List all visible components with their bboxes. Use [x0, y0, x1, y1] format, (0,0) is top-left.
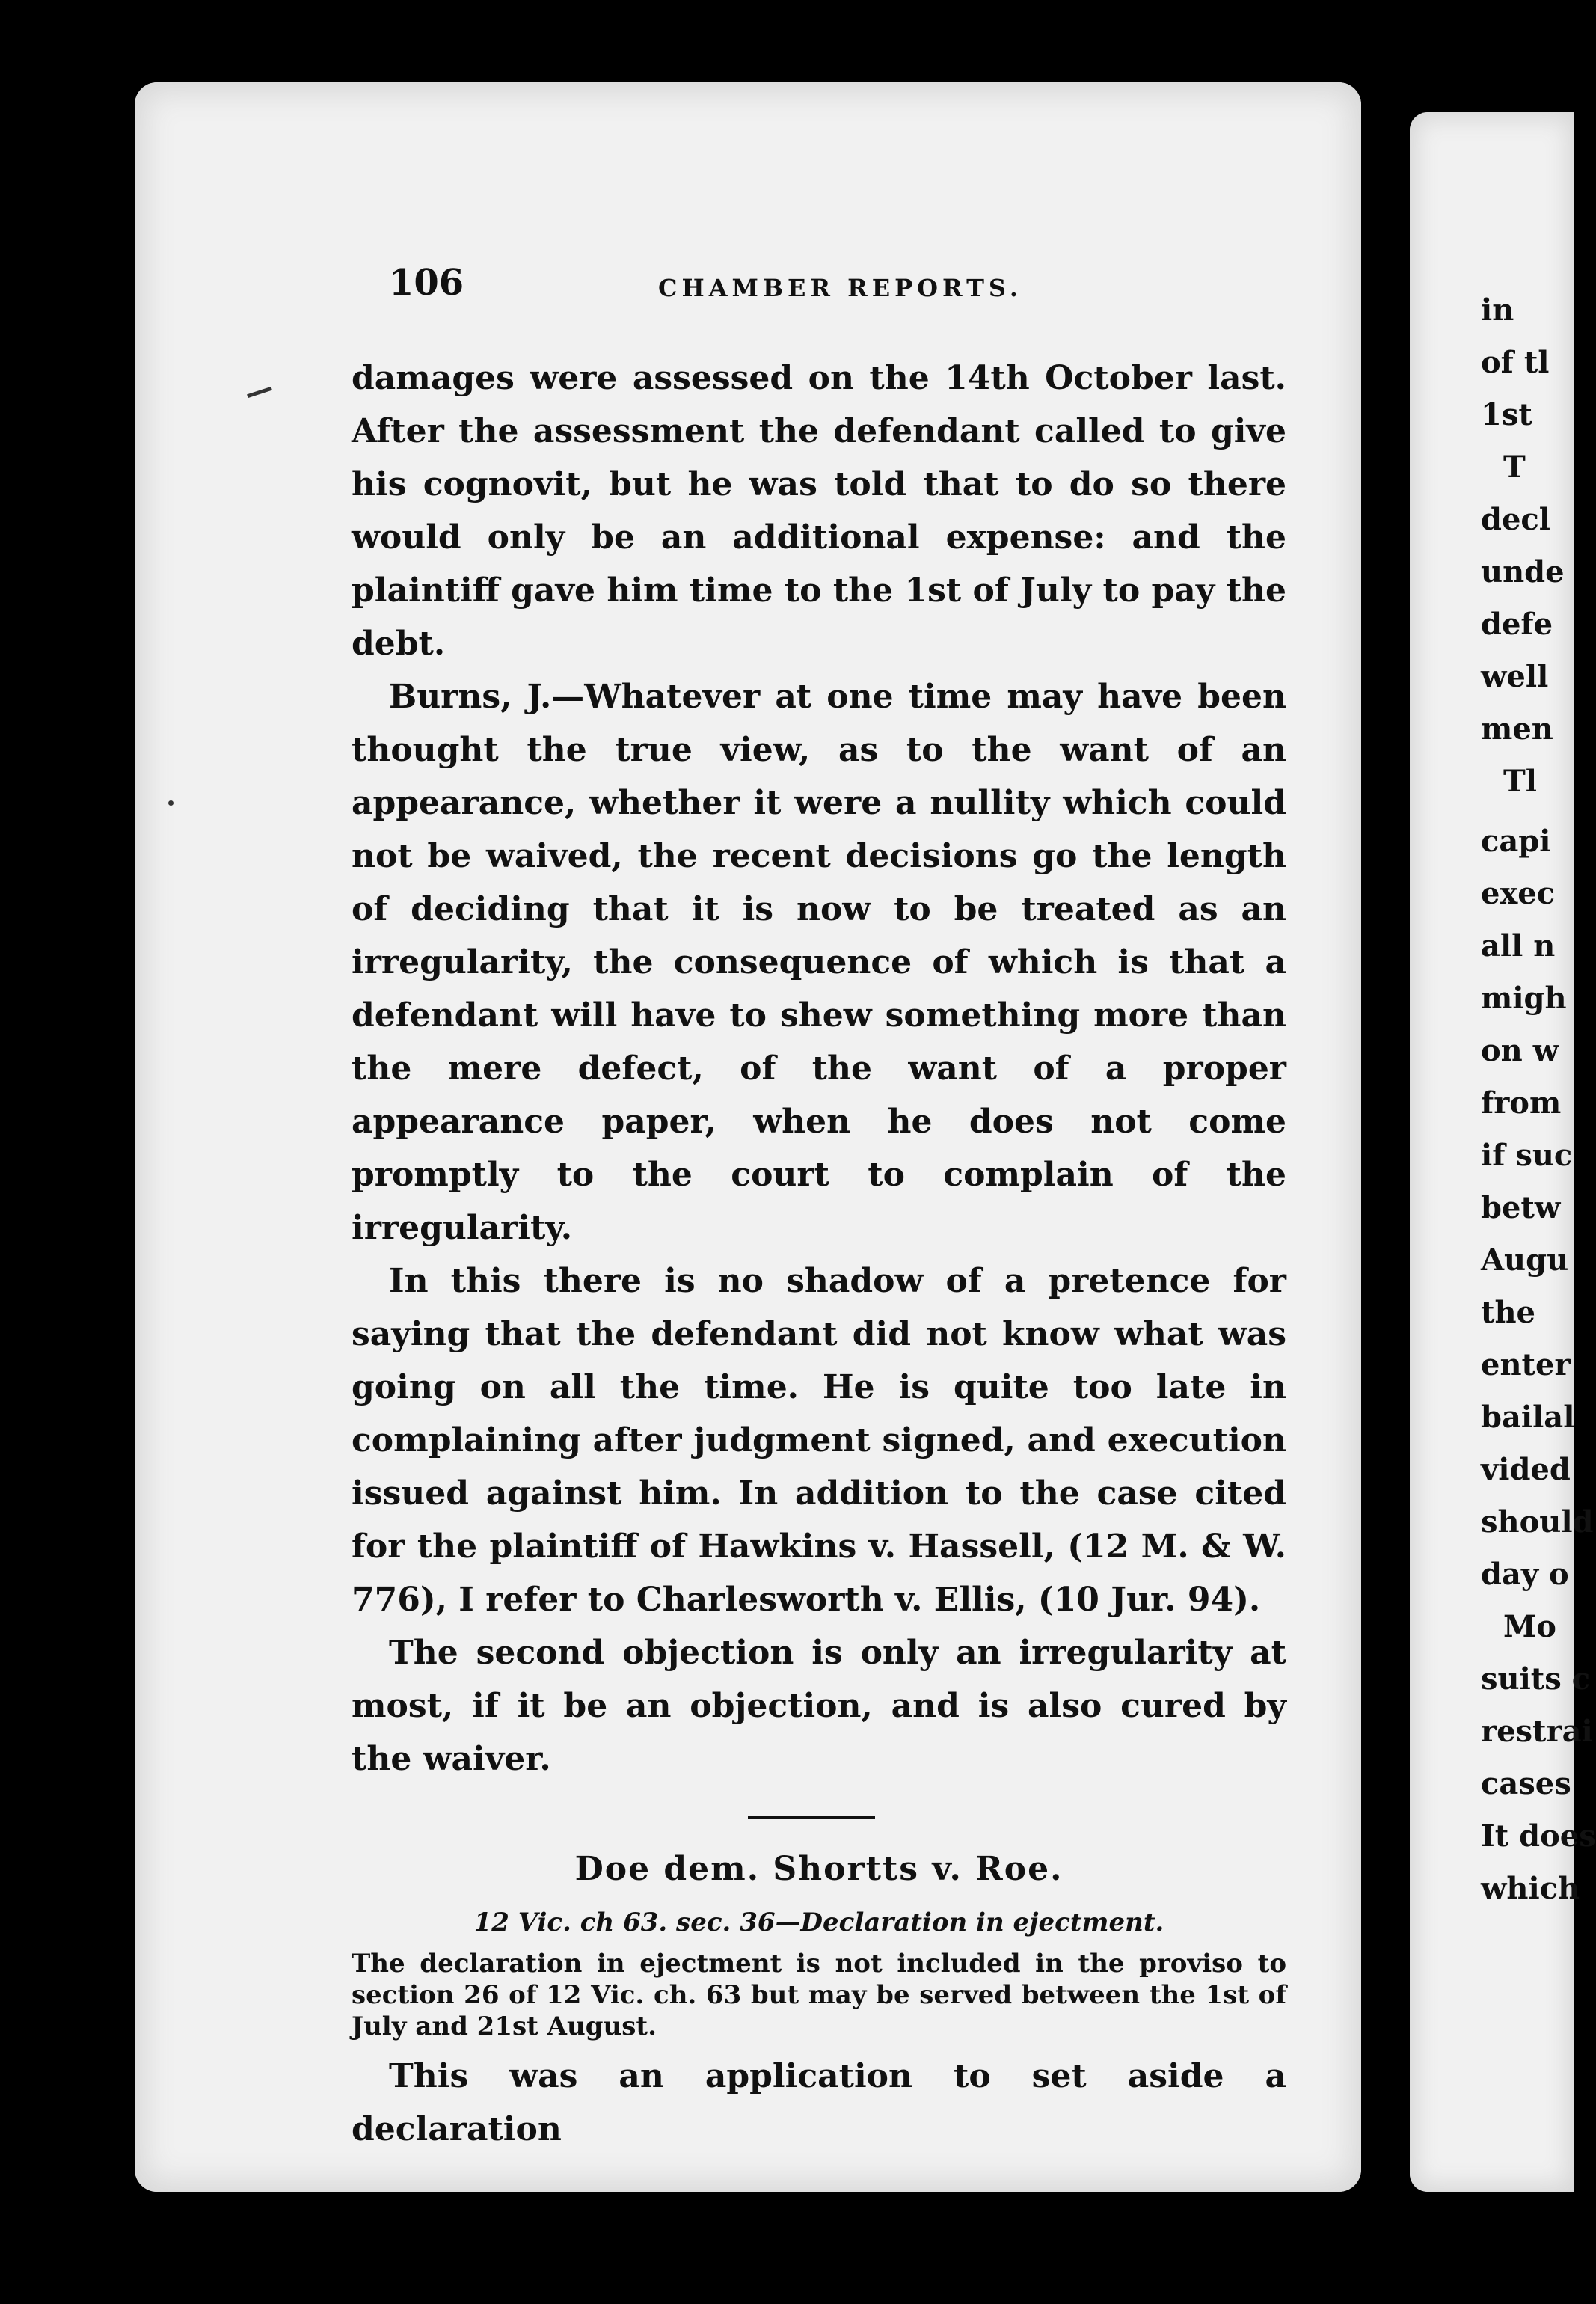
adjacent-line: Mo — [1503, 1609, 1556, 1644]
adjacent-line: 1st — [1481, 397, 1532, 432]
adjacent-line: decl — [1481, 502, 1550, 537]
adjacent-line: capi — [1481, 824, 1551, 859]
adjacent-line: betw — [1481, 1190, 1561, 1225]
adjacent-line: cases — [1481, 1766, 1571, 1801]
adjacent-line: suits c — [1481, 1661, 1591, 1697]
section-divider — [352, 1786, 1286, 1838]
paragraph-continuation: damages were assessed on the 14th October last. After the assessment the defendant called to give his cognovit, but he was told that to do so there would only be an additional expense: and the plaintiff gave him time to the 1st of July to pay the debt. — [352, 359, 1286, 663]
adjacent-line: unde — [1481, 554, 1565, 589]
adjacent-line: well — [1481, 659, 1549, 694]
adjacent-line: bailal — [1481, 1400, 1575, 1435]
adjacent-line: restrai — [1481, 1714, 1593, 1749]
divider-rule — [748, 1816, 875, 1819]
adjacent-line: on w — [1481, 1033, 1559, 1068]
adjacent-line: the — [1481, 1295, 1536, 1330]
adjacent-line: day o — [1481, 1557, 1569, 1592]
adjacent-line: should — [1481, 1504, 1594, 1539]
adjacent-line: It does — [1481, 1819, 1596, 1854]
running-head: CHAMBER REPORTS. — [658, 274, 1022, 302]
adjacent-line: if suc — [1481, 1138, 1573, 1173]
case-opening-line: This was an application to set aside a declaration — [352, 2057, 1286, 2148]
adjacent-line: Augu — [1481, 1243, 1569, 1278]
adjacent-line: exec — [1481, 876, 1556, 911]
adjacent-line: Tl — [1503, 764, 1537, 799]
page-header — [389, 262, 1324, 314]
adjacent-line: enter — [1481, 1347, 1571, 1382]
paragraph-burns-judgment: Burns, J.—Whatever at one time may have been thought the true view, as to the want of an appearance, whether it were a nullity which could not be waived, the recent decisions go the length of deciding that it is now to be treated as an irregularity, the consequence of which is that a defendant will have to shew something more than the mere defect, of the want of a proper appearance paper, when he does not come promptly to the court to complain of the irregularity. — [352, 678, 1286, 1247]
case-headnote: The declaration in ejectment is not included in the proviso to section 26 of 12 Vic. ch. 63 but may be served between the 1st of July and 21st August. — [352, 1949, 1286, 2041]
page-number: 106 — [389, 262, 464, 304]
margin-speck — [168, 800, 174, 806]
adjacent-line: in — [1481, 292, 1514, 328]
case-citation: 12 Vic. ch 63. sec. 36—Declaration in ejectment. — [473, 1908, 1164, 1937]
adjacent-line: which — [1481, 1871, 1580, 1906]
adjacent-line: men — [1481, 711, 1553, 747]
adjacent-line: all n — [1481, 928, 1556, 963]
adjacent-line: of tl — [1481, 345, 1550, 380]
adjacent-line: T — [1503, 450, 1526, 485]
adjacent-line: vided — [1481, 1452, 1571, 1487]
adjacent-line: migh — [1481, 981, 1567, 1016]
adjacent-line: defe — [1481, 607, 1553, 642]
paragraph-pretence: In this there is no shadow of a pretence for saying that the defendant did not know what was going on all the time. He is quite too late in complaining after judgment signed, and execution issued against him. In addition to the case cited for the plaintiff of Hawkins v. Hassell, (12 M. & W. 776), I refer to Charlesworth v. Ellis, (10 Jur. 94). — [352, 1262, 1286, 1619]
paragraph-second-objection: The second objection is only an irregularity at most, if it be an objection, and is also cured by the waiver. — [352, 1634, 1286, 1778]
page-body — [352, 352, 1286, 2156]
right-page-fragment — [1410, 112, 1596, 2192]
adjacent-line: from — [1481, 1085, 1562, 1121]
case-title: Doe dem. Shortts v. Roe. — [574, 1850, 1064, 1888]
